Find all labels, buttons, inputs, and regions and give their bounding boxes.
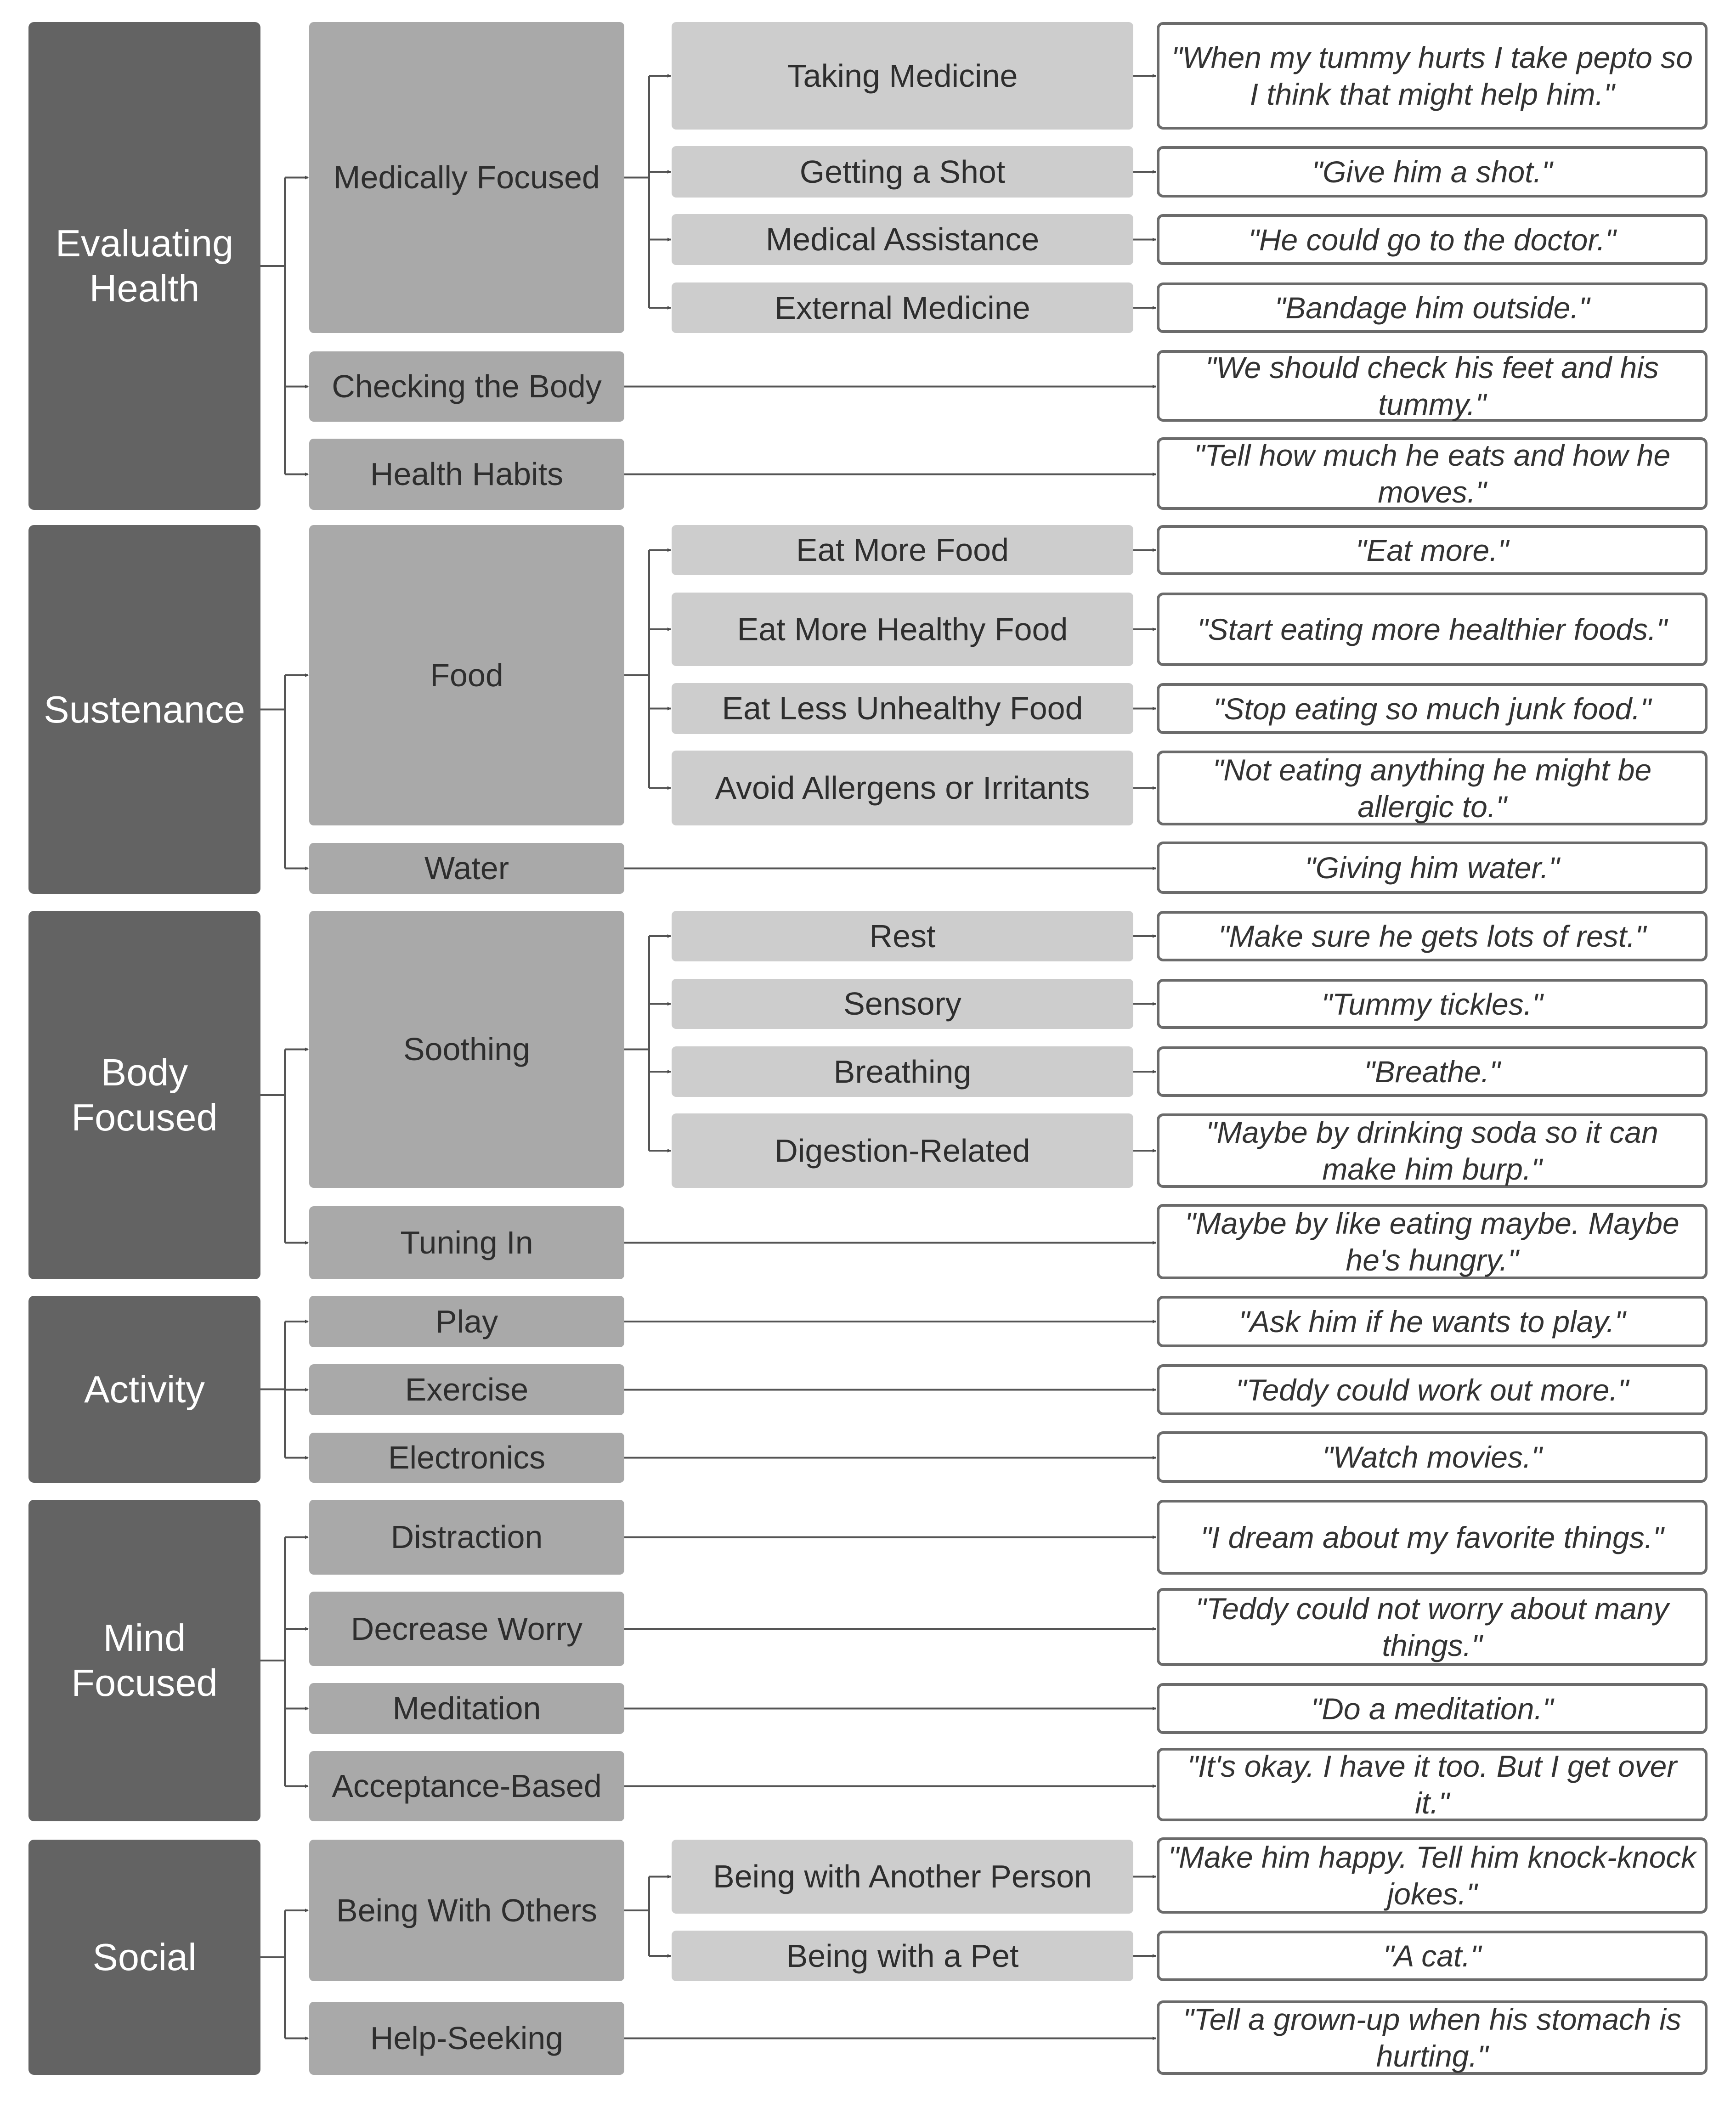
quote-4-3 bbox=[1157, 1748, 1708, 1821]
quote-0-0-3-text: "Bandage him outside." bbox=[1274, 291, 1590, 325]
subcategory-3-1-text: Exercise bbox=[405, 1372, 529, 1407]
quote-1-0-3 bbox=[1157, 751, 1708, 825]
subcategory-4-2-text: Meditation bbox=[392, 1690, 541, 1726]
quote-1-0-1 bbox=[1157, 593, 1708, 666]
subsubcategory-2-0-0-text: Rest bbox=[869, 918, 936, 954]
subsubcategory-0-0-0-text: Taking Medicine bbox=[787, 57, 1018, 94]
quote-4-2-text: "Do a meditation." bbox=[1311, 1691, 1554, 1726]
subsubcategory-1-0-3 bbox=[672, 751, 1133, 825]
quote-2-0-0 bbox=[1157, 911, 1708, 961]
subsubcategory-0-0-2 bbox=[672, 214, 1133, 265]
subcategory-2-1 bbox=[309, 1206, 624, 1279]
subcategory-2-0 bbox=[309, 911, 624, 1188]
subcategory-3-0-text: Play bbox=[435, 1303, 498, 1339]
subcategory-0-2 bbox=[309, 439, 624, 510]
subsubcategory-0-0-1-text: Getting a Shot bbox=[799, 153, 1006, 190]
quote-0-0-0-text: "When my tummy hurts I take pepto so I think that might help him." bbox=[1171, 40, 1693, 111]
quote-1-0-0-text: "Eat more." bbox=[1356, 533, 1509, 567]
subcategory-4-3-text: Acceptance-Based bbox=[332, 1768, 602, 1804]
quote-0-0-0 bbox=[1157, 22, 1708, 130]
quote-2-0-1 bbox=[1157, 979, 1708, 1029]
subcategory-5-0 bbox=[309, 1840, 624, 1981]
subcategory-4-0 bbox=[309, 1500, 624, 1575]
quote-0-0-2-text: "He could go to the doctor." bbox=[1248, 222, 1616, 257]
category-3 bbox=[28, 1296, 260, 1483]
subcategory-4-0-text: Distraction bbox=[390, 1519, 543, 1555]
subsubcategory-0-0-0 bbox=[672, 22, 1133, 130]
quote-0-0-1 bbox=[1157, 146, 1708, 198]
subcategory-4-2 bbox=[309, 1683, 624, 1734]
quote-3-1 bbox=[1157, 1364, 1708, 1415]
quote-2-0-2 bbox=[1157, 1046, 1708, 1097]
subsubcategory-1-0-0 bbox=[672, 525, 1133, 575]
quote-1-0-0 bbox=[1157, 525, 1708, 575]
quote-0-0-2 bbox=[1157, 214, 1708, 265]
subsubcategory-0-0-2-text: Medical Assistance bbox=[765, 221, 1040, 257]
subcategory-0-1 bbox=[309, 351, 624, 422]
quote-0-2 bbox=[1157, 437, 1708, 510]
subcategory-5-0-text: Being With Others bbox=[336, 1892, 597, 1928]
quote-3-0-text: "Ask him if he wants to play." bbox=[1238, 1305, 1626, 1339]
quote-2-1 bbox=[1157, 1204, 1708, 1279]
quote-5-0-0 bbox=[1157, 1837, 1708, 1914]
category-2-text: Body Focused bbox=[71, 1051, 218, 1139]
quote-1-1 bbox=[1157, 842, 1708, 894]
quote-4-1 bbox=[1157, 1588, 1708, 1666]
quote-1-0-1-text: "Start eating more healthier foods." bbox=[1197, 612, 1667, 646]
subcategory-4-1-text: Decrease Worry bbox=[351, 1610, 583, 1647]
category-4 bbox=[28, 1500, 260, 1821]
quote-3-1-text: "Teddy could work out more." bbox=[1235, 1373, 1629, 1407]
subsubcategory-1-0-1 bbox=[672, 593, 1133, 666]
quote-2-0-3 bbox=[1157, 1113, 1708, 1188]
subsubcategory-5-0-1-text: Being with a Pet bbox=[786, 1938, 1019, 1974]
subcategory-3-0 bbox=[309, 1296, 624, 1347]
quote-4-1-text: "Teddy could not worry about many things." bbox=[1195, 1592, 1669, 1662]
category-1-text: Sustenance bbox=[44, 688, 245, 731]
quote-4-3-text: "It's okay. I have it too. But I get over it." bbox=[1187, 1749, 1677, 1820]
subcategory-0-0-text: Medically Focused bbox=[334, 159, 600, 195]
subsubcategory-0-0-3 bbox=[672, 282, 1133, 333]
subsubcategory-2-0-2 bbox=[672, 1046, 1133, 1097]
quote-1-0-2 bbox=[1157, 683, 1708, 734]
category-5-text: Social bbox=[92, 1936, 197, 1978]
subcategory-1-1-text: Water bbox=[424, 850, 509, 886]
quote-5-1-text: "Tell a grown-up when his stomach is hurting." bbox=[1183, 2002, 1681, 2073]
quote-3-0 bbox=[1157, 1296, 1708, 1347]
quote-0-0-3 bbox=[1157, 282, 1708, 333]
subsubcategory-5-0-1 bbox=[672, 1931, 1133, 1981]
subsubcategory-1-0-1-text: Eat More Healthy Food bbox=[737, 611, 1068, 647]
subcategory-3-2-text: Electronics bbox=[388, 1440, 546, 1475]
quote-4-0 bbox=[1157, 1500, 1708, 1575]
subcategory-0-2-text: Health Habits bbox=[370, 456, 564, 492]
quote-5-0-1 bbox=[1157, 1931, 1708, 1981]
subcategory-0-1-text: Checking the Body bbox=[332, 368, 602, 404]
quote-2-0-0-text: "Make sure he gets lots of rest." bbox=[1218, 919, 1646, 953]
subcategory-4-3 bbox=[309, 1751, 624, 1821]
quote-0-1-text: "We should check his feet and his tummy." bbox=[1205, 350, 1659, 421]
quote-0-0-1-text: "Give him a shot." bbox=[1312, 155, 1553, 189]
subcategory-1-0 bbox=[309, 525, 624, 825]
quote-1-0-2-text: "Stop eating so much junk food." bbox=[1213, 691, 1651, 726]
quote-5-0-1-text: "A cat." bbox=[1383, 1939, 1482, 1973]
category-5 bbox=[28, 1840, 260, 2075]
subsubcategory-5-0-0 bbox=[672, 1840, 1133, 1914]
subsubcategory-1-0-0-text: Eat More Food bbox=[796, 532, 1009, 568]
subcategory-4-1 bbox=[309, 1592, 624, 1666]
subsubcategory-1-0-3-text: Avoid Allergens or Irritants bbox=[715, 770, 1090, 806]
quote-3-2 bbox=[1157, 1431, 1708, 1483]
subsubcategory-2-0-3-text: Digestion-Related bbox=[775, 1132, 1030, 1169]
subcategory-3-1 bbox=[309, 1364, 624, 1415]
quote-0-2-text: "Tell how much he eats and how he moves." bbox=[1193, 438, 1671, 509]
quote-0-1 bbox=[1157, 350, 1708, 422]
subsubcategory-2-0-3 bbox=[672, 1113, 1133, 1188]
category-2 bbox=[28, 911, 260, 1279]
subcategory-3-2 bbox=[309, 1433, 624, 1483]
quote-4-2 bbox=[1157, 1683, 1708, 1734]
quote-5-1 bbox=[1157, 2000, 1708, 2075]
category-0-text: Evaluating Health bbox=[55, 222, 234, 310]
subsubcategory-2-0-0 bbox=[672, 911, 1133, 961]
subsubcategory-1-0-2 bbox=[672, 683, 1133, 734]
category-4-text: Mind Focused bbox=[71, 1616, 218, 1704]
subsubcategory-0-0-3-text: External Medicine bbox=[775, 289, 1030, 326]
quote-5-0-0-text: "Make him happy. Tell him knock-knock jokes." bbox=[1168, 1840, 1696, 1911]
subsubcategory-0-0-1 bbox=[672, 146, 1133, 198]
quote-2-0-2-text: "Breathe." bbox=[1364, 1055, 1500, 1089]
quote-2-0-1-text: "Tummy tickles." bbox=[1321, 987, 1543, 1021]
subsubcategory-2-0-1 bbox=[672, 979, 1133, 1029]
subsubcategory-5-0-0-text: Being with Another Person bbox=[713, 1858, 1092, 1894]
quote-3-2-text: "Watch movies." bbox=[1322, 1440, 1542, 1474]
category-3-text: Activity bbox=[84, 1367, 205, 1411]
subsubcategory-2-0-2-text: Breathing bbox=[833, 1053, 972, 1090]
subcategory-0-0 bbox=[309, 22, 624, 333]
subcategory-2-1-text: Tuning In bbox=[400, 1225, 533, 1260]
category-1 bbox=[28, 525, 260, 894]
quote-2-0-3-text: "Maybe by drinking soda so it can make him burp." bbox=[1206, 1115, 1658, 1186]
quote-4-0-text: "I dream about my favorite things." bbox=[1200, 1520, 1664, 1554]
quote-1-0-3-text: "Not eating anything he might be allergic to." bbox=[1212, 752, 1652, 824]
quote-1-1-text: "Giving him water." bbox=[1305, 851, 1560, 885]
category-0 bbox=[28, 22, 260, 510]
subcategory-1-1 bbox=[309, 843, 624, 894]
subcategory-5-1 bbox=[309, 2002, 624, 2075]
subcategory-1-0-text: Food bbox=[430, 657, 503, 693]
subsubcategory-2-0-1-text: Sensory bbox=[843, 986, 961, 1022]
subsubcategory-1-0-2-text: Eat Less Unhealthy Food bbox=[722, 690, 1083, 726]
subcategory-2-0-text: Soothing bbox=[403, 1031, 531, 1067]
quote-2-1-text: "Maybe by like eating maybe. Maybe he's hungry." bbox=[1185, 1206, 1679, 1277]
subcategory-5-1-text: Help-Seeking bbox=[370, 2020, 564, 2056]
